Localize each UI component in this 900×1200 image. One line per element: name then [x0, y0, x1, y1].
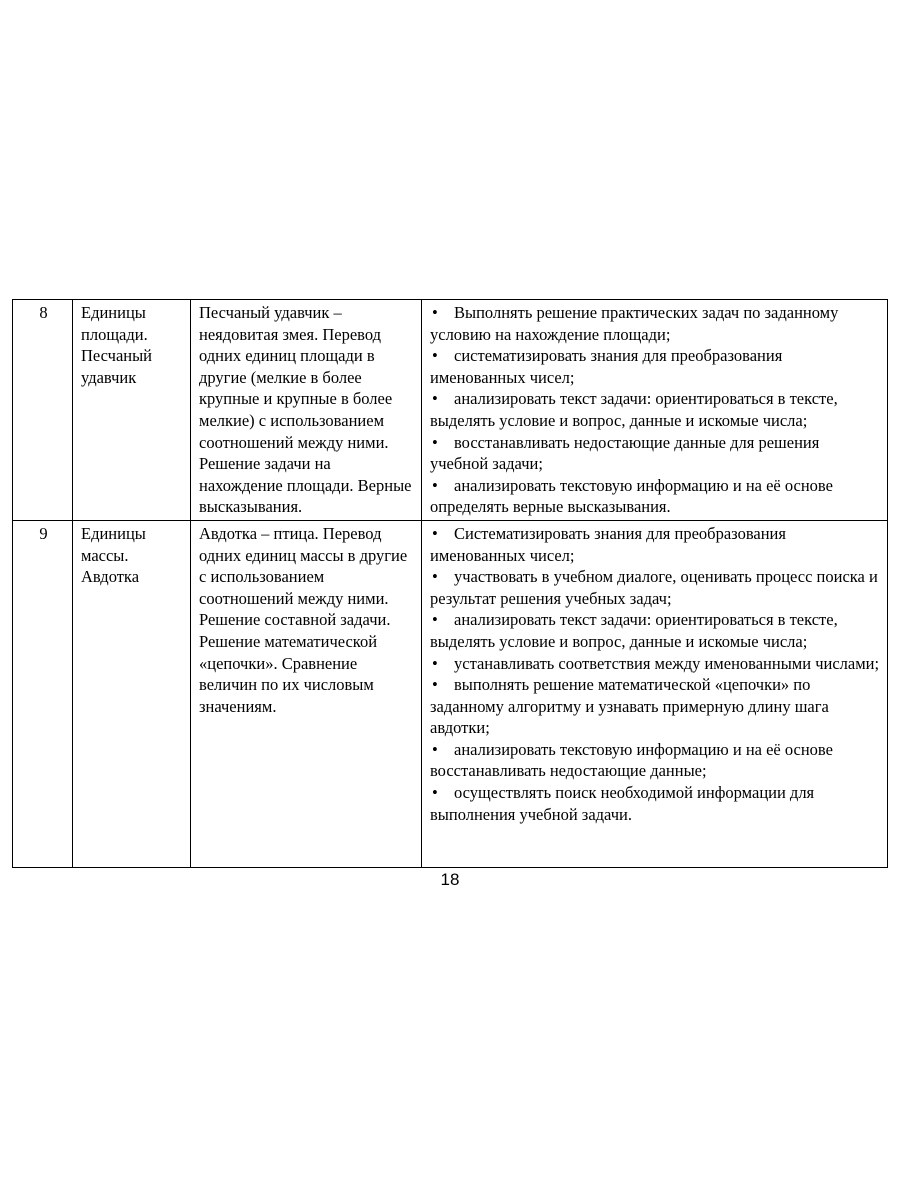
learning-skills-cell	[422, 520, 888, 867]
table-row	[13, 300, 888, 521]
skill-text: восстанавливать недостающие данные для решения учебной задачи;	[430, 432, 820, 474]
skill-text: Систематизировать знания для преобразования именованных чисел;	[430, 523, 786, 565]
skill-text: анализировать текстовую информацию и на её основе определять верные высказывания.	[430, 475, 833, 517]
skill-text: выполнять решение математической «цепочки» по заданному алгоритму и узнавать примерную длину шага авдотки;	[430, 675, 829, 738]
skill-text: анализировать текст задачи: ориентироваться в тексте, выделять условие и вопрос, данные и искомые числа;	[430, 389, 838, 430]
bullet-icon: •	[432, 346, 438, 366]
lesson-content: Песчаный удавчик – неядовитая змея. Перевод одних единиц площади в другие (мелкие в более крупные и крупные в более мелкие) с использованием соотношений между ними. Решение задачи на нахождение площади. Верные высказывания.	[199, 303, 412, 517]
bullet-icon: •	[432, 567, 438, 587]
list-item	[430, 302, 881, 345]
bullet-icon: •	[432, 739, 438, 759]
bullet-icon: •	[432, 432, 438, 452]
list-item	[430, 674, 881, 739]
bullet-icon: •	[432, 653, 438, 673]
list-item	[430, 432, 881, 475]
skill-text: осуществлять поиск необходимой информации для выполнения учебной задачи.	[430, 783, 815, 824]
lesson-content: Авдотка – птица. Перевод одних единиц массы в другие с использованием соотношений между ними. Решение составной задачи. Решение математической «цепочки». Сравнение величин по их числовым значениям.	[199, 523, 408, 716]
bullet-icon: •	[432, 675, 438, 695]
table-row	[13, 520, 888, 867]
list-item	[430, 609, 881, 652]
list-item	[430, 566, 881, 609]
lesson-content-cell	[191, 520, 422, 867]
bullet-icon: •	[432, 783, 438, 803]
lesson-number-cell	[13, 300, 73, 521]
list-item	[430, 345, 881, 388]
skill-text: устанавливать соответствия между именованными числами;	[454, 653, 880, 673]
lesson-topic: Единицы массы. Авдотка	[81, 523, 146, 587]
list-item	[430, 739, 881, 782]
skill-text: анализировать текстовую информацию и на её основе восстанавливать недостающие данные;	[430, 739, 833, 781]
page-number: 18	[440, 870, 460, 889]
list-item	[430, 388, 881, 431]
lesson-plan-table	[12, 299, 888, 868]
bullet-icon: •	[432, 389, 438, 409]
skill-text: систематизировать знания для преобразования именованных чисел;	[430, 346, 783, 387]
lesson-number: 8	[39, 303, 48, 322]
bullet-icon: •	[432, 303, 438, 322]
skill-text: участвовать в учебном диалоге, оценивать процесс поиска и результат решения учебных задач;	[430, 567, 878, 608]
lesson-topic-cell	[73, 300, 191, 521]
list-item	[430, 782, 881, 825]
list-item	[430, 653, 881, 675]
bullet-icon: •	[432, 475, 438, 495]
list-item	[430, 523, 881, 566]
learning-skills-cell	[422, 300, 888, 521]
lesson-number-cell	[13, 520, 73, 867]
bullet-icon: •	[432, 610, 438, 630]
bullet-icon: •	[432, 523, 438, 543]
lesson-topic: Единицы площади. Песчаный удавчик	[81, 303, 153, 387]
skill-text: Выполнять решение практических задач по заданному условию на нахождение площади;	[430, 303, 839, 344]
lesson-number: 9	[39, 523, 48, 543]
lesson-topic-cell	[73, 520, 191, 867]
lesson-content-cell	[191, 300, 422, 521]
skill-text: анализировать текст задачи: ориентироваться в тексте, выделять условие и вопрос, данные и искомые числа;	[430, 610, 838, 651]
list-item	[430, 475, 881, 518]
